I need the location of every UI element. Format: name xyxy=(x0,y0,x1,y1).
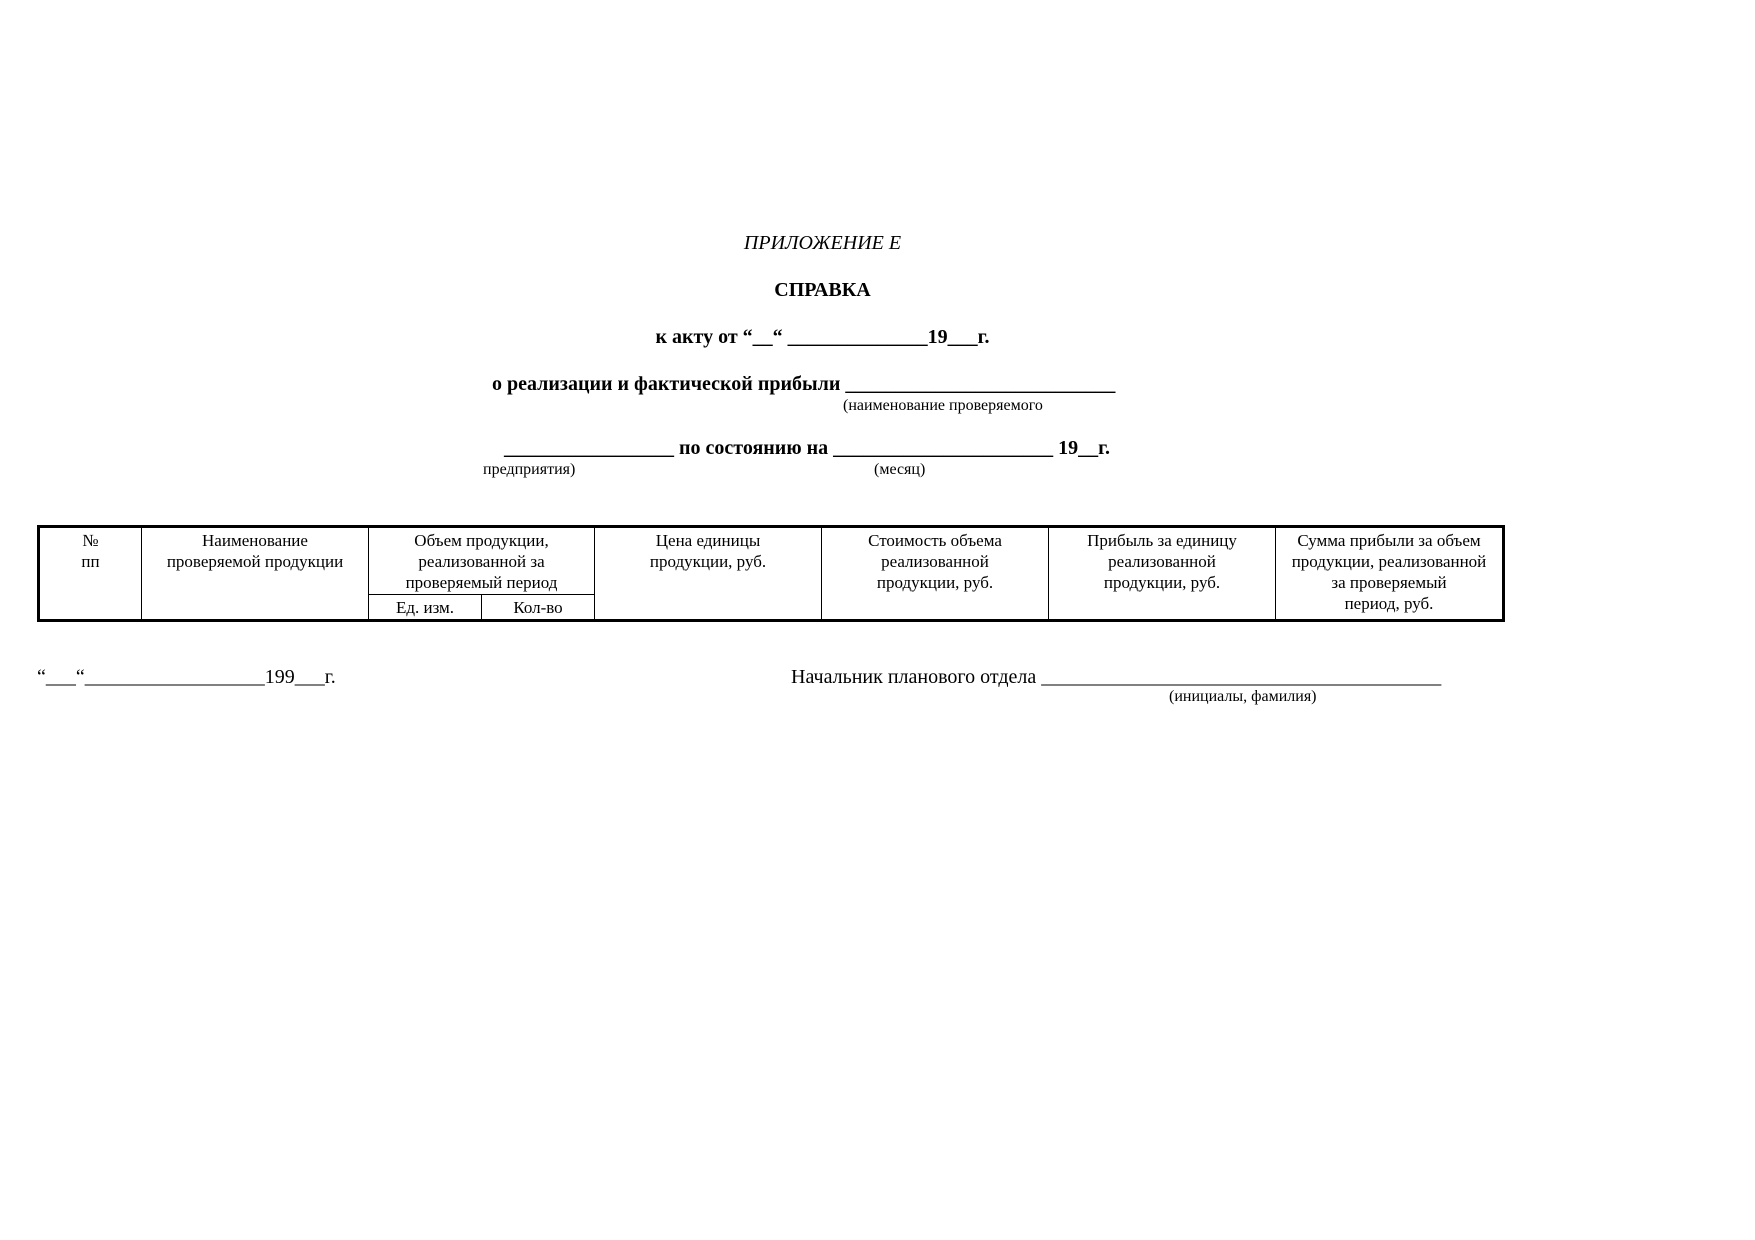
header-volume: Объем продукции, реализованной за проверяемый период xyxy=(369,527,595,595)
subject-line: о реализации и фактической прибыли ___________________________ xyxy=(492,373,1116,395)
header-number: № пп xyxy=(39,527,142,621)
header-unit-price: Цена единицы продукции, руб. xyxy=(595,527,822,621)
footer-date: “___“__________________199___г. xyxy=(37,666,336,688)
header-quantity: Кол-во xyxy=(482,595,595,621)
header-unit-profit: Прибыль за единицу реализованной продукции, руб. xyxy=(1049,527,1276,621)
report-table xyxy=(37,525,1505,622)
as-of-date-line: _________________ по состоянию на ______________________ 19__г. xyxy=(504,437,1110,459)
enterprise-caption: предприятия) xyxy=(483,461,576,478)
appendix-label: ПРИЛОЖЕНИЕ Е xyxy=(743,232,902,254)
signature-line: Начальник планового отдела ________________________________________ xyxy=(791,666,1442,688)
header-unit-of-measure: Ед. изм. xyxy=(369,595,482,621)
month-caption: (месяц) xyxy=(874,461,926,478)
act-date-line: к акту от “__“ ______________19___г. xyxy=(655,326,990,348)
signature-caption: (инициалы, фамилия) xyxy=(1169,688,1317,705)
header-product-name: Наименование проверяемой продукции xyxy=(142,527,369,621)
header-total-profit: Сумма прибыли за объем продукции, реализованной за проверяемый период, руб. xyxy=(1276,527,1504,621)
header-volume-cost: Стоимость объема реализованной продукции, руб. xyxy=(822,527,1049,621)
document-title: СПРАВКА xyxy=(774,279,871,301)
enterprise-name-caption: (наименование проверяемого xyxy=(843,397,1043,414)
